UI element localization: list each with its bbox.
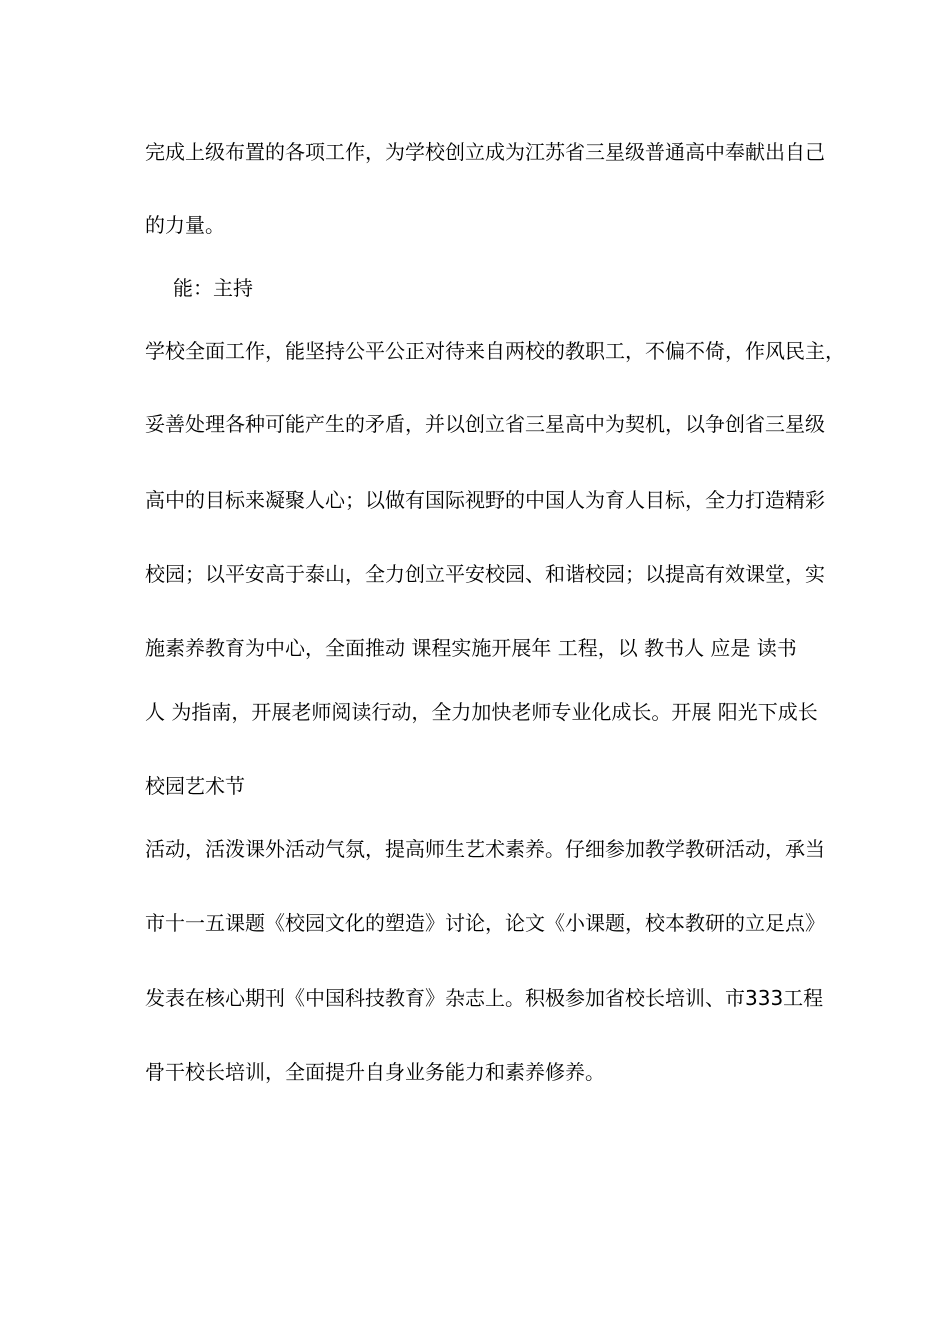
paragraph-line: 人 为指南，开展老师阅读行动，全力加快老师专业化成长。开展 阳光下成长 bbox=[145, 700, 818, 724]
paragraph-line: 学校全面工作，能坚持公平公正对待来自两校的教职工，不偏不倚，作风民主， bbox=[145, 339, 845, 363]
paragraph-line: 能：主持 bbox=[173, 276, 253, 300]
paragraph-line: 施素养教育为中心，全面推动 课程实施开展年 工程，以 教书人 应是 读书 bbox=[145, 636, 797, 660]
paragraph-line: 完成上级布置的各项工作，为学校创立成为江苏省三星级普通高中奉献出自己 bbox=[145, 140, 825, 164]
paragraph-line: 妥善处理各种可能产生的矛盾，并以创立省三星高中为契机，以争创省三星级 bbox=[145, 412, 825, 436]
paragraph-line: 校园艺术节 bbox=[145, 774, 245, 798]
paragraph-line: 高中的目标来凝聚人心；以做有国际视野的中国人为育人目标，全力打造精彩 bbox=[145, 488, 825, 512]
paragraph-line: 市十一五课题《校园文化的塑造》讨论，论文《小课题，校本教研的立足点》 bbox=[145, 911, 825, 935]
paragraph-line: 的力量。 bbox=[145, 213, 225, 237]
paragraph-line: 校园；以平安高于泰山，全力创立平安校园、和谐校园；以提高有效课堂，实 bbox=[145, 562, 825, 586]
paragraph-line: 活动，活泼课外活动气氛，提高师生艺术素养。仔细参加教学教研活动，承当 bbox=[145, 837, 825, 861]
paragraph-line: 发表在核心期刊《中国科技教育》杂志上。积极参加省校长培训、市333工程 bbox=[145, 986, 824, 1010]
paragraph-line: 骨干校长培训，全面提升自身业务能力和素养修养。 bbox=[145, 1060, 605, 1084]
